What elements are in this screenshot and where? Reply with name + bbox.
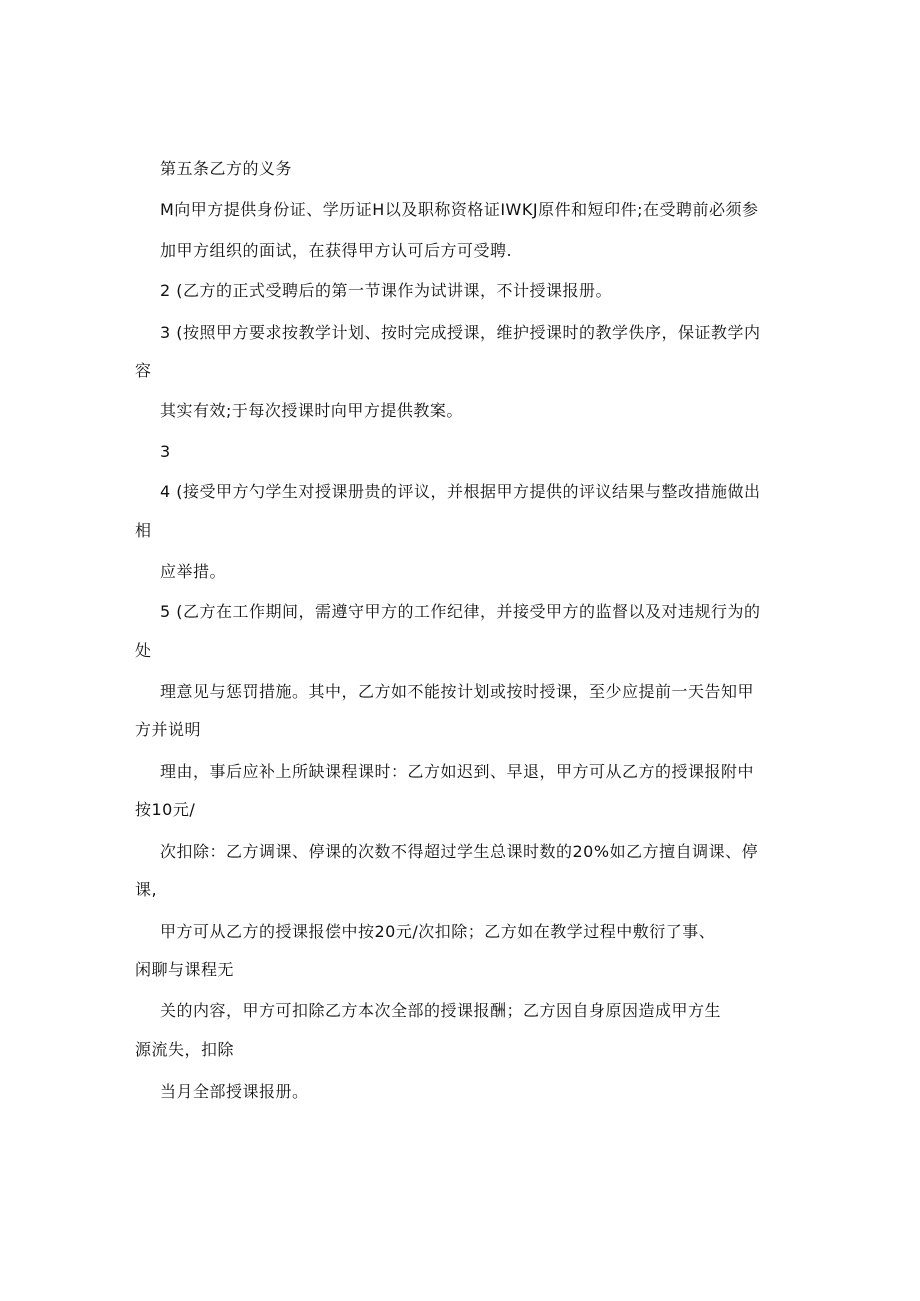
paragraph-line: 按10元/ <box>135 800 196 819</box>
paragraph-line: 2 (乙方的正式受聘后的第一节课作为试讲课，不计授课报册。 <box>160 281 613 300</box>
paragraph-line: 容 <box>135 361 152 380</box>
paragraph-line: 处 <box>135 641 152 660</box>
paragraph-line: 加甲方组织的面试，在获得甲方认可后方可受聘. <box>160 241 513 260</box>
paragraph-line: 应举措。 <box>160 562 227 581</box>
paragraph-line: M向甲方提供身份证、学历证H以及职称资格证IWKJ原件和短印件;在受聘前必须参 <box>160 200 759 219</box>
paragraph-line: 甲方可从乙方的授课报偿中按20元/次扣除；乙方如在教学过程中敷衍了事、 <box>160 922 716 941</box>
paragraph-line: 3 (按照甲方要求按教学计划、按时完成授课，维护授课时的教学佚序，保证教学内 <box>160 323 761 342</box>
paragraph-line: 当月全部授课报册。 <box>160 1082 309 1101</box>
paragraph-line: 相 <box>135 521 152 540</box>
paragraph-line: 理意见与惩罚措施。其中，乙方如不能按计划或按时授课，至少应提前一天告知甲 <box>160 682 755 701</box>
paragraph-line: 闲聊与课程无 <box>135 960 235 979</box>
paragraph-line: 方并说明 <box>135 720 202 739</box>
paragraph-line: 4 (接受甲方勺学生对授课册贵的评议，并根据甲方提供的评议结果与整改措施做出 <box>160 482 761 501</box>
paragraph-line: 源流失，扣除 <box>135 1040 235 1059</box>
paragraph-line: 理由，事后应补上所缺课程课时：乙方如迟到、早退，甲方可从乙方的授课报附中 <box>160 762 755 781</box>
paragraph-line: 关的内容，甲方可扣除乙方本次全部的授课报酬；乙方因自身原因造成甲方生 <box>160 1001 722 1020</box>
paragraph-line: 其实有效;于每次授课时向甲方提供教案。 <box>160 401 463 420</box>
paragraph-line: 5 (乙方在工作期间，需遵守甲方的工作纪律，并接受甲方的监督以及对违规行为的 <box>160 602 761 621</box>
paragraph-line: 次扣除：乙方调课、停课的次数不得超过学生总课时数的20%如乙方擅自调课、停 <box>160 842 759 861</box>
paragraph-line: 课, <box>135 880 158 899</box>
page-number: 3 <box>160 442 171 461</box>
section-title: 第五条乙方的义务 <box>160 159 293 178</box>
